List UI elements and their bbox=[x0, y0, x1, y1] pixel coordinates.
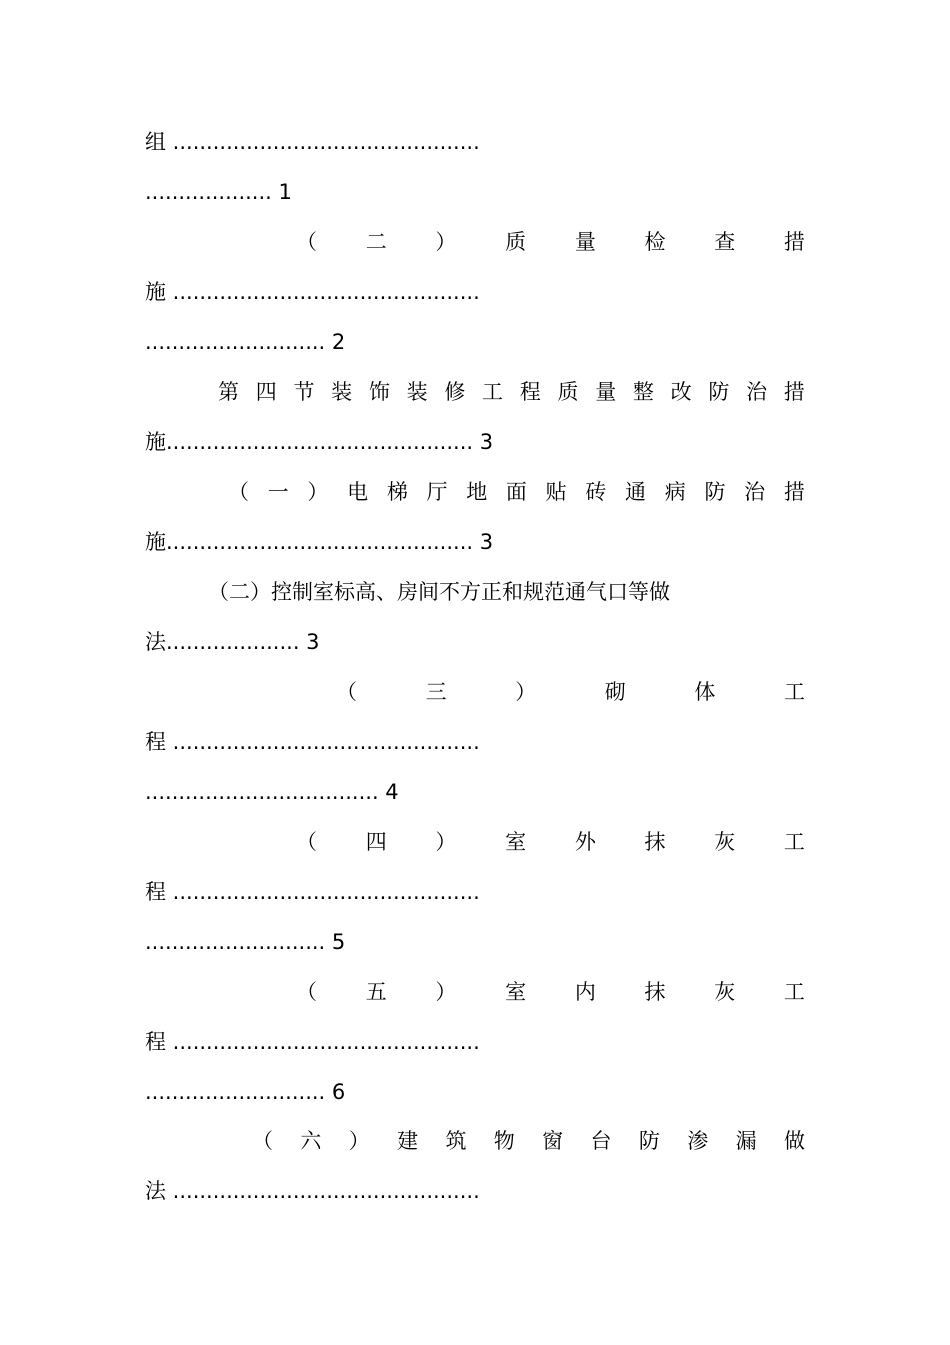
toc-line-10: （二）控制室标高、房间不方正和规范通气口等做 bbox=[208, 580, 670, 604]
toc-line-13: 程 .............................................. bbox=[145, 730, 480, 754]
toc-char: （ bbox=[252, 1129, 273, 1153]
toc-char: 体 bbox=[694, 680, 716, 704]
toc-char: ） bbox=[435, 230, 457, 254]
toc-char: 装 bbox=[331, 380, 353, 404]
toc-char: 饰 bbox=[368, 380, 390, 404]
toc-char: 六 bbox=[300, 1129, 322, 1153]
toc-char: 抹 bbox=[644, 830, 666, 854]
toc-char: 防 bbox=[638, 1129, 660, 1153]
toc-char: （ bbox=[228, 480, 249, 504]
toc-char: 室 bbox=[505, 830, 527, 854]
toc-char: 措 bbox=[783, 380, 805, 404]
toc-char: 渗 bbox=[687, 1129, 709, 1153]
toc-char: 面 bbox=[505, 480, 527, 504]
toc-char: ） bbox=[307, 480, 329, 504]
toc-char: 电 bbox=[347, 480, 369, 504]
toc-char: 贴 bbox=[545, 480, 567, 504]
toc-char: 建 bbox=[397, 1129, 419, 1153]
toc-char: 防 bbox=[704, 480, 726, 504]
toc-char: 四 bbox=[365, 830, 387, 854]
toc-char: 抹 bbox=[644, 980, 666, 1004]
toc-line-21 bbox=[252, 1126, 805, 1156]
toc-line-6 bbox=[218, 377, 805, 407]
toc-line-19: 程 .............................................. bbox=[145, 1030, 480, 1054]
toc-char: ） bbox=[435, 830, 457, 854]
toc-char: 三 bbox=[425, 680, 447, 704]
toc-char: 地 bbox=[466, 480, 488, 504]
toc-char: 工 bbox=[783, 680, 805, 704]
toc-char: 四 bbox=[255, 380, 277, 404]
toc-char: 节 bbox=[293, 380, 315, 404]
toc-char: 做 bbox=[783, 1129, 805, 1153]
toc-char: 量 bbox=[574, 230, 596, 254]
toc-char: 量 bbox=[595, 380, 617, 404]
toc-char: （ bbox=[296, 230, 317, 254]
toc-char: 通 bbox=[625, 480, 647, 504]
toc-line-8 bbox=[228, 477, 805, 507]
toc-char: 窗 bbox=[542, 1129, 564, 1153]
toc-char: 一 bbox=[267, 480, 289, 504]
toc-char: 砌 bbox=[604, 680, 626, 704]
toc-char: （ bbox=[296, 980, 317, 1004]
toc-char: 工 bbox=[482, 380, 504, 404]
toc-char: 工 bbox=[783, 980, 805, 1004]
toc-char: 检 bbox=[644, 230, 666, 254]
toc-char: 梯 bbox=[386, 480, 408, 504]
toc-char: 漏 bbox=[735, 1129, 757, 1153]
toc-char: 二 bbox=[365, 230, 387, 254]
toc-line-3 bbox=[296, 227, 805, 257]
toc-line-16: 程 .............................................. bbox=[145, 880, 480, 904]
toc-line-9: 施.............................................. 3 bbox=[145, 530, 494, 554]
toc-char: 改 bbox=[670, 380, 692, 404]
toc-char: ） bbox=[435, 980, 457, 1004]
toc-char: 灰 bbox=[714, 980, 736, 1004]
toc-char: ） bbox=[348, 1129, 370, 1153]
toc-char: （ bbox=[296, 830, 317, 854]
toc-char: 砖 bbox=[585, 480, 607, 504]
toc-char: 质 bbox=[557, 380, 579, 404]
toc-line-22: 法 .............................................. bbox=[145, 1179, 480, 1203]
toc-line-11: 法.................... 3 bbox=[145, 630, 320, 654]
toc-line-18 bbox=[296, 977, 805, 1007]
toc-char: 查 bbox=[714, 230, 736, 254]
toc-char: 治 bbox=[746, 380, 768, 404]
toc-char: 防 bbox=[708, 380, 730, 404]
toc-char: 室 bbox=[505, 980, 527, 1004]
toc-char: （ bbox=[336, 680, 357, 704]
toc-char: ） bbox=[515, 680, 537, 704]
toc-char: 病 bbox=[664, 480, 686, 504]
toc-line-1: 组 .............................................. bbox=[145, 130, 480, 154]
toc-char: 外 bbox=[574, 830, 596, 854]
toc-char: 工 bbox=[783, 830, 805, 854]
toc-char: 筑 bbox=[445, 1129, 467, 1153]
toc-line-14: ................................... 4 bbox=[145, 780, 399, 804]
toc-char: 治 bbox=[744, 480, 766, 504]
toc-char: 第 bbox=[218, 380, 239, 404]
toc-line-5: ........................... 2 bbox=[145, 330, 346, 354]
toc-char: 厅 bbox=[426, 480, 448, 504]
toc-char: 质 bbox=[505, 230, 527, 254]
toc-char: 程 bbox=[519, 380, 541, 404]
toc-char: 措 bbox=[783, 230, 805, 254]
toc-char: 台 bbox=[590, 1129, 612, 1153]
toc-line-15 bbox=[296, 827, 805, 857]
toc-char: 措 bbox=[783, 480, 805, 504]
toc-line-20: ........................... 6 bbox=[145, 1080, 346, 1104]
toc-char: 内 bbox=[574, 980, 596, 1004]
toc-line-7: 施.............................................. 3 bbox=[145, 430, 494, 454]
toc-char: 整 bbox=[632, 380, 654, 404]
toc-line-2: ................... 1 bbox=[145, 180, 292, 204]
toc-char: 五 bbox=[365, 980, 387, 1004]
toc-char: 物 bbox=[493, 1129, 515, 1153]
toc-char: 灰 bbox=[714, 830, 736, 854]
toc-line-12 bbox=[336, 677, 805, 707]
toc-line-17: ........................... 5 bbox=[145, 930, 346, 954]
toc-line-4: 施 .............................................. bbox=[145, 280, 480, 304]
toc-char: 装 bbox=[406, 380, 428, 404]
toc-char: 修 bbox=[444, 380, 466, 404]
